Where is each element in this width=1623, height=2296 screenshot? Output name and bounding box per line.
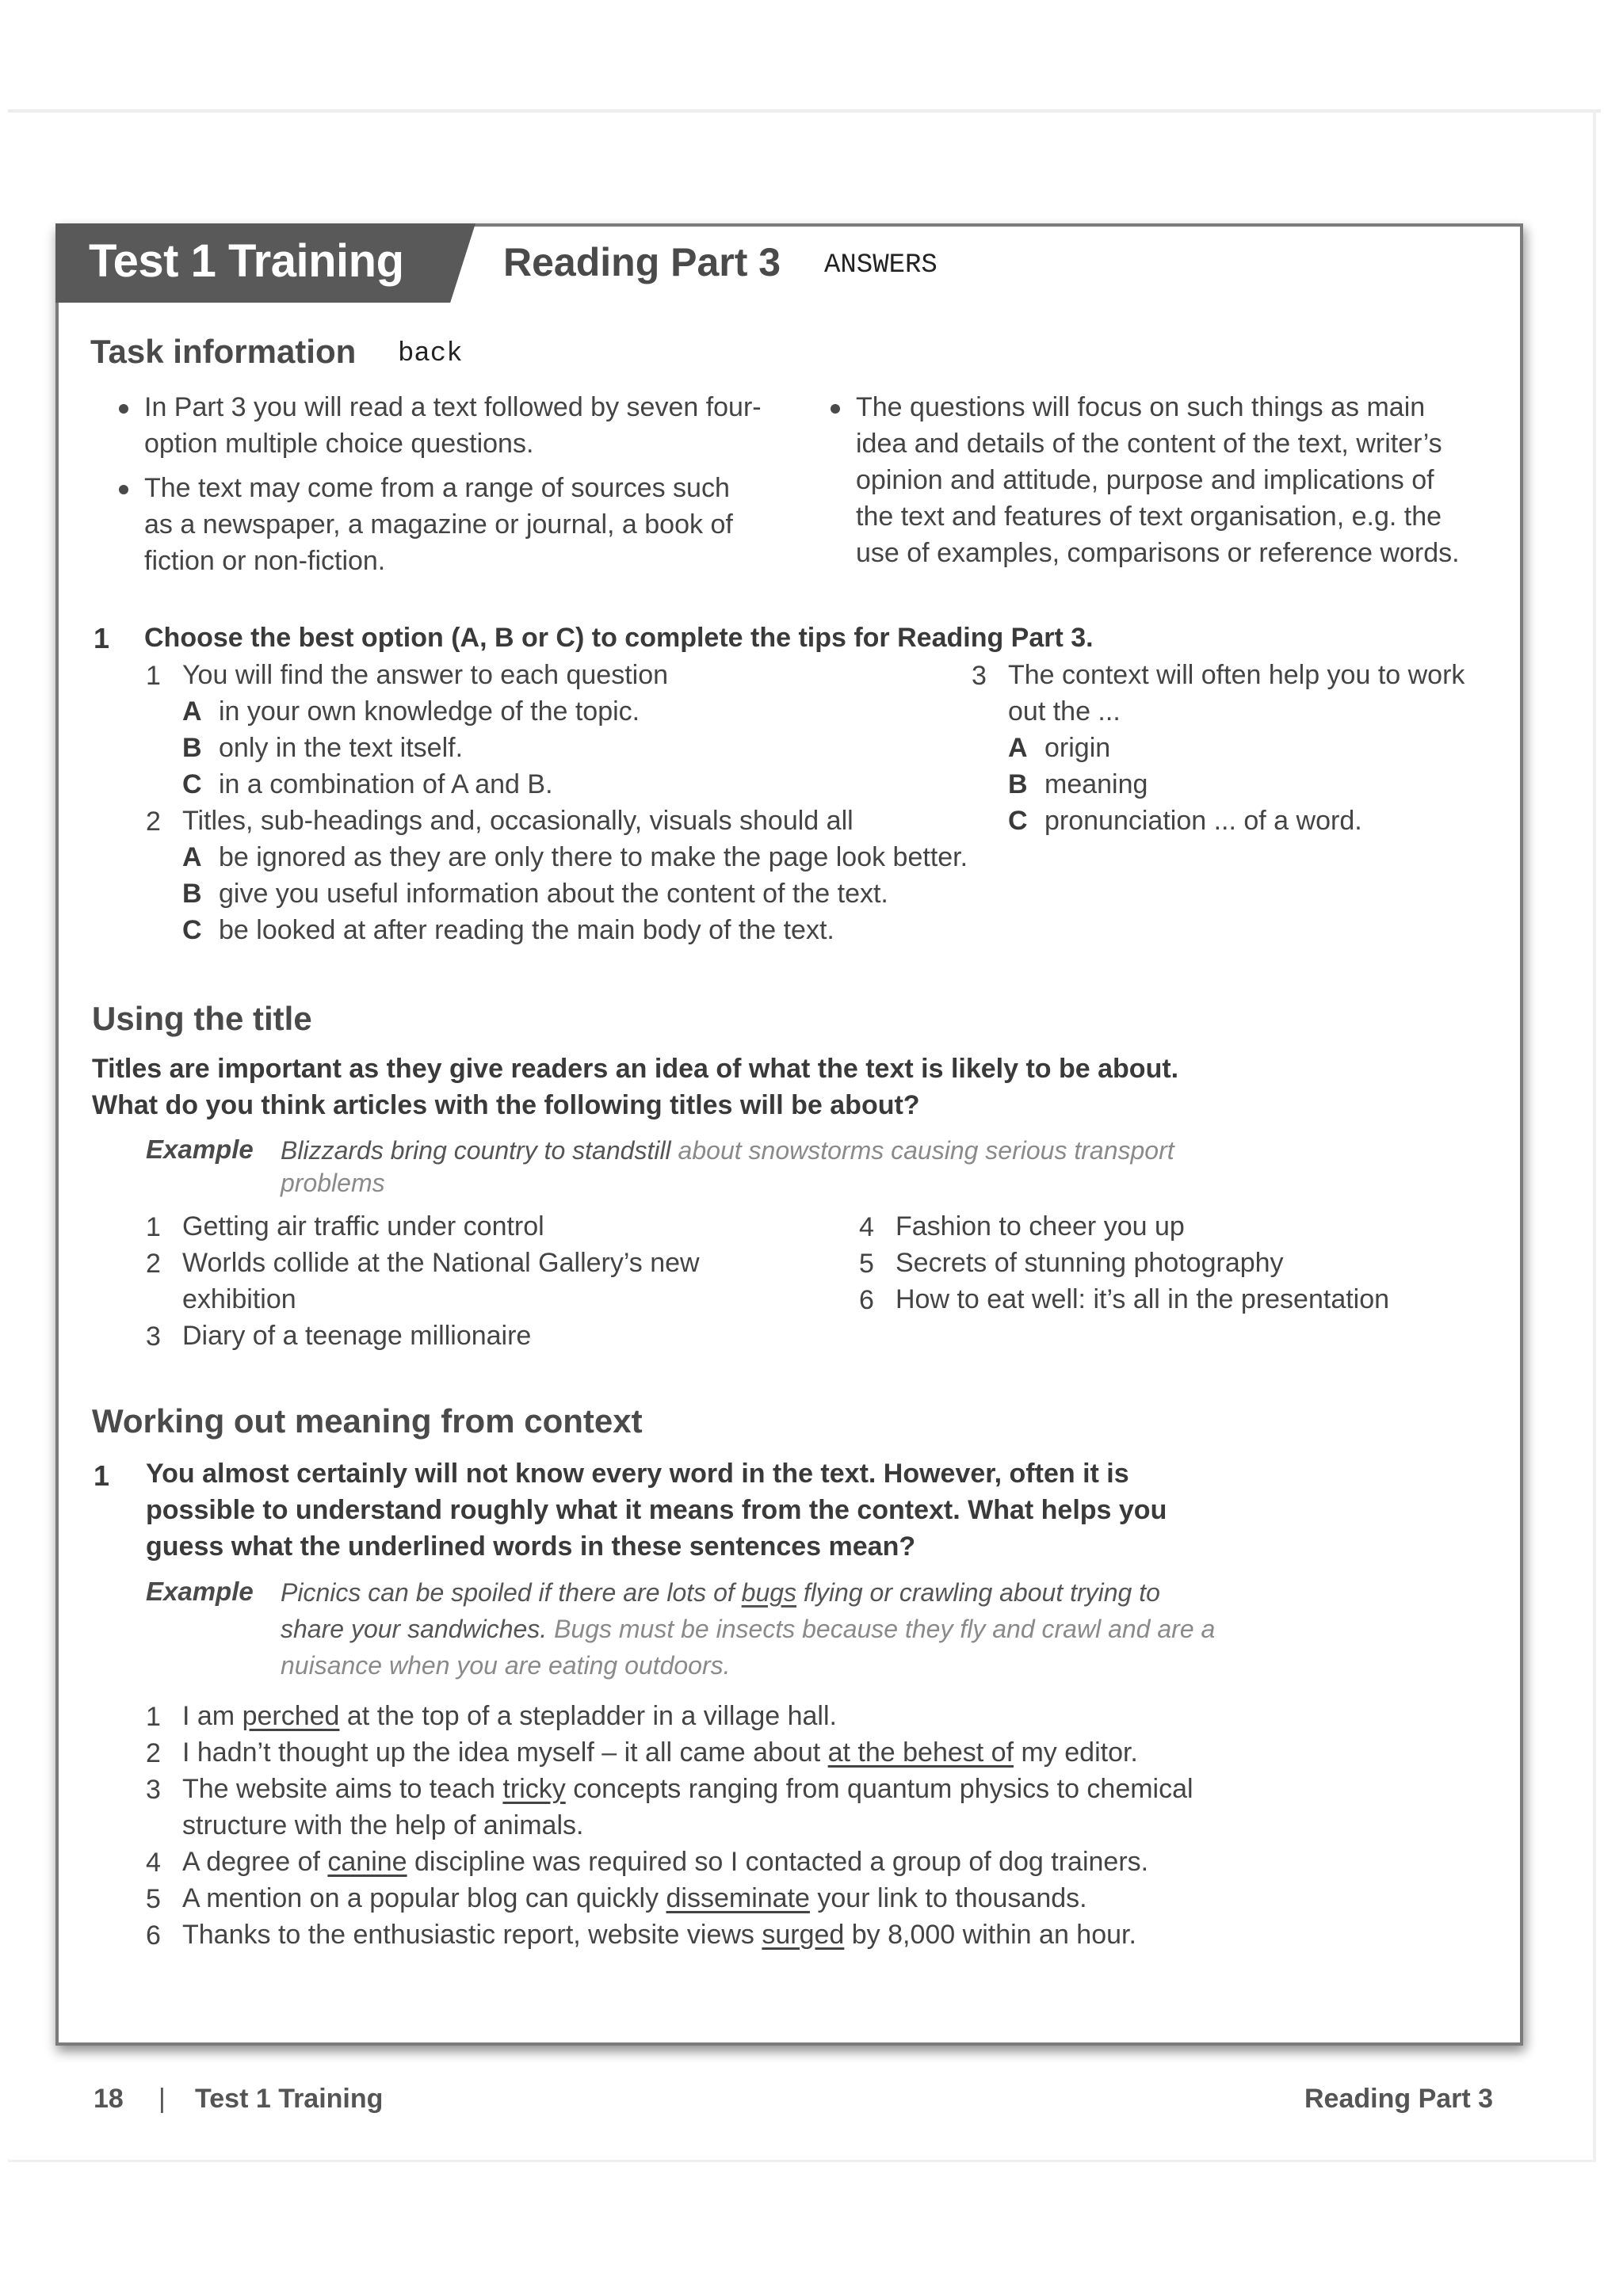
task-info-line: opinion and attitude, purpose and implications of — [856, 465, 1434, 495]
footer-separator: | — [158, 2084, 166, 2114]
title-item: Secrets of stunning photography — [896, 1248, 1284, 1278]
instruction-line: You almost certainly will not know every word in the text. However, often it is — [146, 1459, 1129, 1489]
option-a: A be ignored as they are only there to make the page look better. — [182, 842, 968, 872]
task-info-line: as a newspaper, a magazine or journal, a book of — [144, 509, 733, 540]
title-item: Getting air traffic under control — [182, 1211, 544, 1241]
context-sentence: structure with the help of animals. — [182, 1810, 584, 1840]
option-a: A in your own knowledge of the topic. — [182, 696, 640, 727]
sentence-number: 5 — [146, 1884, 161, 1914]
question-number: 2 — [146, 807, 161, 837]
question-number: 3 — [972, 661, 987, 691]
example-label: Example — [146, 1135, 254, 1164]
bullet-icon — [831, 404, 840, 414]
task-info-line: option multiple choice questions. — [144, 429, 534, 459]
sentence-number: 2 — [146, 1738, 161, 1768]
task-info-line: The questions will focus on such things as main — [856, 392, 1426, 422]
exercise-number: 1 — [94, 1459, 110, 1492]
answers-link[interactable]: ANSWERS — [824, 250, 938, 280]
example-text: Picnics can be spoiled if there are lots of bugs flying or crawling about trying to — [281, 1578, 1160, 1607]
option-c: C in a combination of A and B. — [182, 769, 553, 799]
example-handwritten: problems — [281, 1169, 385, 1197]
title-item: How to eat well: it’s all in the presentation — [896, 1284, 1390, 1314]
bullet-icon — [119, 485, 128, 494]
task-info-line: The text may come from a range of sources such — [144, 473, 730, 503]
task-info-heading: Task information — [90, 333, 357, 370]
section-title: Reading Part 3 — [503, 240, 781, 284]
context-sentence: Thanks to the enthusiastic report, website views surged by 8,000 within an hour. — [182, 1920, 1136, 1950]
question-stem: Titles, sub-headings and, occasionally, visuals should all — [182, 806, 854, 836]
context-sentence: A mention on a popular blog can quickly disseminate your link to thousands. — [182, 1883, 1087, 1913]
sentence-number: 1 — [146, 1702, 161, 1732]
exercise-number: 1 — [94, 622, 110, 654]
option-b: B give you useful information about the content of the text. — [182, 879, 888, 909]
intro-line: What do you think articles with the following titles will be about? — [92, 1090, 920, 1120]
page-edge — [8, 109, 1601, 113]
task-info-line: the text and features of text organisation, e.g. the — [856, 502, 1442, 532]
example-text: share your sandwiches. Bugs must be insects because they fly and crawl and are a — [281, 1615, 1216, 1643]
tab-title: Test 1 Training — [89, 235, 404, 287]
context-sentence: A degree of canine discipline was required so I contacted a group of dog trainers. — [182, 1847, 1149, 1877]
back-link[interactable]: back — [398, 339, 463, 369]
sentence-number: 6 — [146, 1920, 161, 1951]
example-text: Blizzards bring country to standstill about snowstorms causing serious transport — [281, 1136, 1174, 1165]
question-stem: You will find the answer to each question — [182, 660, 669, 690]
title-item: Fashion to cheer you up — [896, 1211, 1185, 1241]
option-a: A origin — [1008, 733, 1111, 763]
title-item: exhibition — [182, 1284, 296, 1314]
instruction-line: possible to understand roughly what it means from the context. What helps you — [146, 1495, 1167, 1525]
option-c: C pronunciation ... of a word. — [1008, 806, 1362, 836]
question-stem: The context will often help you to work — [1008, 660, 1465, 690]
context-sentence: I am perched at the top of a stepladder in a village hall. — [182, 1701, 837, 1731]
example-label: Example — [146, 1577, 254, 1606]
page-edge — [1593, 109, 1596, 2161]
item-number: 2 — [146, 1249, 161, 1279]
page-number: 18 — [94, 2084, 124, 2114]
option-c: C be looked at after reading the main body of the text. — [182, 915, 834, 945]
item-number: 3 — [146, 1322, 161, 1352]
question-stem: out the ... — [1008, 696, 1121, 727]
instruction-line: guess what the underlined words in these sentences mean? — [146, 1531, 916, 1562]
option-b: B only in the text itself. — [182, 733, 464, 763]
option-b: B meaning — [1008, 769, 1148, 799]
context-heading: Working out meaning from context — [92, 1402, 643, 1440]
question-number: 1 — [146, 661, 161, 691]
example-handwritten: nuisance when you are eating outdoors. — [281, 1651, 731, 1680]
exercise-instruction: Choose the best option (A, B or C) to complete the tips for Reading Part 3. — [144, 623, 1094, 653]
task-info-line: use of examples, comparisons or reference words. — [856, 538, 1460, 568]
title-item: Diary of a teenage millionaire — [182, 1321, 532, 1351]
footer-right-label: Reading Part 3 — [1304, 2084, 1494, 2114]
item-number: 1 — [146, 1212, 161, 1242]
sentence-number: 4 — [146, 1848, 161, 1878]
title-item: Worlds collide at the National Gallery’s new — [182, 1248, 700, 1278]
item-number: 4 — [859, 1212, 874, 1242]
intro-line: Titles are important as they give readers an idea of what the text is likely to be about. — [92, 1054, 1179, 1084]
task-info-line: In Part 3 you will read a text followed by seven four- — [144, 392, 762, 422]
footer-left-label: Test 1 Training — [195, 2084, 384, 2114]
item-number: 5 — [859, 1249, 874, 1279]
context-sentence: I hadn’t thought up the idea myself – it all came about at the behest of my editor. — [182, 1737, 1138, 1768]
using-title-heading: Using the title — [92, 1000, 312, 1037]
page-edge — [8, 2160, 1596, 2162]
bullet-icon — [119, 404, 128, 414]
sentence-number: 3 — [146, 1775, 161, 1805]
task-info-line: idea and details of the content of the text, writer’s — [856, 429, 1442, 459]
context-sentence: The website aims to teach tricky concepts ranging from quantum physics to chemical — [182, 1774, 1193, 1804]
item-number: 6 — [859, 1285, 874, 1315]
task-info-line: fiction or non-fiction. — [144, 546, 386, 576]
